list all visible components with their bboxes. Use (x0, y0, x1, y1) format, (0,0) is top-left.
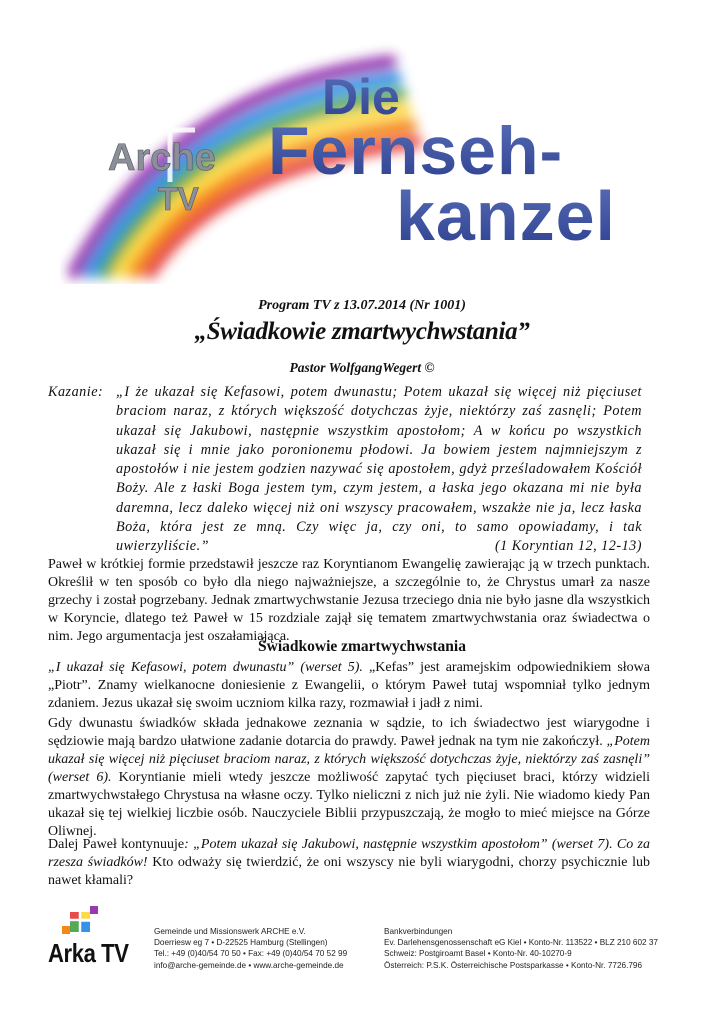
footer-bank-line: Bankverbindungen (384, 927, 453, 936)
page-title: „Świadkowie zmartwychwstania” (194, 318, 530, 345)
footer-bank-line: Schweiz: Postgiroamt Basel • Konto-Nr. 40-10270-9 (384, 949, 572, 959)
sermon-label: Kazanie: (48, 384, 104, 400)
sermon-block (48, 383, 642, 557)
banner-word-kanzel: kanzel (396, 177, 616, 255)
author-line: Pastor WolfgangWegert © (289, 360, 435, 375)
footer-bank-line: Ev. Darlehensgenossenschaft eG Kiel • Konto-Nr. 113522 • BLZ 210 602 37 (384, 938, 658, 948)
footer-bank-line: Österreich: P.S.K. Österreichische Postsparkasse • Konto-Nr. 7726.796 (384, 960, 643, 970)
p2-text: „Kefas” jest aramejskim odpowiednikiem słowa „Piotr”. Znamy wielkanocne doniesienie z Ewangelii, o którym Paweł tutaj wspomniał tylko jednym zdaniem. Jezus ukazał się swoim uczniom kilka razy, rozmawiał i jadł z nimi. (48, 660, 650, 711)
footer-bank (384, 926, 658, 971)
paragraph-1: Paweł w krótkiej formie przedstawił jeszcze raz Koryntianom Ewangelię zawierając ją w trzech punktach. Określił w ten sposób co było dla niego najważniejsze, a szczególnie to, że Chrystus umarł za nasze grzechy i został pogrzebany. Jednak zmartwychwstanie Jezusa trzeciego dnia nie było jasne dla wszystkich w Koryncie, dlatego też Paweł w 15 rozdziale zajął się tematem zmartwychwstania oraz świadectwa o nim. Jego argumentacja jest oszałamiająca. (48, 557, 650, 644)
footer-address-line: Gemeinde und Missionswerk ARCHE e.V. (154, 927, 306, 936)
p3-text-b: Koryntianie mieli wtedy jeszcze możliwość zapytać tych pięciuset braci, którzy widzieli zmartwychwstałego Chrystusa na własne oczy. Tylko nieliczni z nich już nie żyli. Nie wiadomo kiedy Pan ukazał się tej wielkiej liczbie osób. Nauczyciele Biblii przypuszczają, że mogło to mieć miejsce na Górze Oliwnej. (48, 770, 650, 839)
logo-tv: TV (158, 181, 199, 217)
p4-text-b: Kto odważy się twierdzić, że oni wszyscy nie byli wiarygodni, chorzy psychicznie lub nawet kłamali? (48, 855, 650, 888)
p3-text-a: Gdy dwunastu świadków składa jednakowe zeznania w sądzie, to ich świadectwo jest wiarygodne i sędziowie mają bardzo ułatwione zadanie dotarcia do prawdy. Paweł jednak na tym nie zakończył. (48, 716, 650, 749)
p4-text-a: Dalej Paweł kontynuuje (48, 837, 185, 852)
fernsehkanzel-banner (60, 22, 670, 284)
subheading: Świadkowie zmartwychwstania (258, 638, 466, 655)
logo-arche: Arche (108, 137, 216, 179)
footer-address-line: info@arche-gemeinde.de • www.arche-gemeinde.de (154, 960, 344, 970)
banner-word-fernseh: Fernseh- (268, 113, 564, 189)
footer-address-line: Doerriesw eg 7 • D-22525 Hamburg (Stellingen) (154, 938, 328, 948)
program-line: Program TV z 13.07.2014 (Nr 1001) (258, 298, 466, 313)
paragraph-2 (48, 659, 650, 713)
arka-tv-logo-text: Arka TV (48, 938, 129, 968)
footer-address-line: Tel.: +49 (0)40/54 70 50 • Fax: +49 (0)40/54 70 52 99 (154, 949, 348, 959)
p4-quote: : „Potem ukazał się Jakubowi, następnie wszystkim apostołom” (werset 7). Co za rzesza świadków! (48, 837, 650, 870)
paragraph-4 (48, 836, 650, 890)
p2-quote: „I ukazał się Kefasowi, potem dwunastu” (werset 5). (48, 660, 363, 675)
banner-word-die: Die (322, 69, 400, 125)
p3-quote: „Potem ukazał się więcej niż pięciuset braciom naraz, z których większość dotychczas żyje, niektórzy zaś zasnęli” (werset 6). (48, 734, 650, 785)
footer-address (154, 926, 347, 971)
sermon-reference: (1 Koryntian 12, 12-13) (494, 538, 642, 555)
sermon-quote: „I że ukazał się Kefasowi, potem dwunastu; Potem ukazał się więcej niż pięciuset braciom naraz, z których większość dotychczas żyje, niektórzy zaś zasnęli; Potem ukazał się Jakubowi, następnie wszystkim apostołom; A w końcu po wszystkich ukazał się i mnie jako poronionemu płodowi. Ja bowiem jestem najmniejszym z apostołów i nie jestem godzien nazywać się apostołem, gdyż prześladowałem Kościół Boży. Ale z łaski Boga jestem tym, czym jestem, a łaska jego okazana mi nie była daremna, lecz daleko więcej niż oni wszyscy pracowałem, wszakże nie ja, lecz łaska Boża, która jest ze mną. Czy więc ja, czy oni, to samo opowiadamy, i tak uwierzyliście.” (116, 384, 642, 555)
sermon-text-container (116, 383, 642, 557)
paragraph-3 (48, 715, 650, 841)
